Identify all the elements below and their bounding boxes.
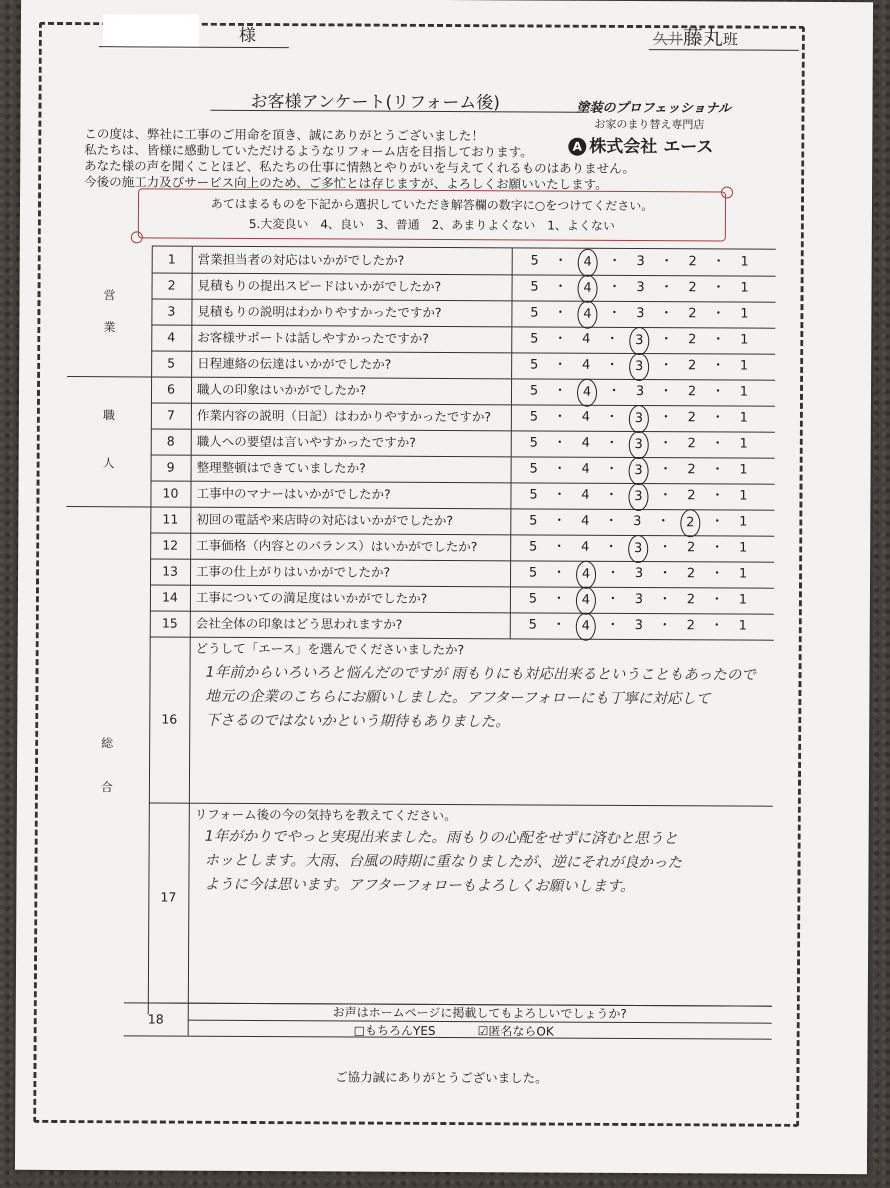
question-text: どうして「エース」を選んでくださいましたか? — [195, 640, 465, 658]
separator-dot: ・ — [554, 253, 568, 269]
question-number: 2 — [152, 272, 193, 298]
thank-you-text: ご協力誠にありがとうございました。 — [335, 1069, 548, 1086]
separator-dot: ・ — [711, 332, 725, 348]
separator-dot: ・ — [607, 279, 622, 295]
rating-scale — [519, 378, 759, 407]
rating-option-circled: 4 — [576, 587, 596, 615]
question-number: 12 — [150, 532, 191, 558]
question-number: 7 — [151, 402, 192, 428]
separator-dot: ・ — [608, 253, 622, 269]
separator-dot: ・ — [658, 618, 672, 634]
rating-option: 1 — [738, 566, 748, 582]
separator-dot: ・ — [553, 357, 567, 373]
option-anonymous: ☑匿名ならOK — [477, 1024, 554, 1039]
separator-dot: ・ — [659, 332, 673, 348]
separator-dot: ・ — [553, 331, 567, 347]
rating-option: 2 — [686, 592, 696, 608]
question-text: 工事価格（内容とのバランス）はいかがでしたか? — [196, 537, 478, 555]
rating-option: 4 — [581, 435, 590, 451]
separator-dot: ・ — [606, 591, 620, 607]
rating-scale — [518, 586, 758, 615]
question-text: 職人への要望は言いやすかったですか? — [196, 433, 416, 450]
rating-option: 5 — [528, 565, 538, 581]
question-number: 9 — [151, 454, 192, 480]
column-divider — [511, 326, 512, 352]
separator-dot: ・ — [711, 436, 725, 452]
handwritten-answer — [204, 825, 682, 899]
section-label-overall: 合 — [100, 780, 113, 795]
rating-option: 2 — [686, 618, 695, 634]
section-crafts — [66, 376, 152, 507]
column-divider — [511, 378, 512, 404]
separator-dot: ・ — [658, 566, 672, 582]
rating-option: 3 — [635, 384, 645, 400]
question-number: 18 — [124, 1003, 189, 1035]
rating-option: 2 — [686, 566, 696, 582]
separator-dot: ・ — [553, 435, 567, 451]
separator-dot: ・ — [605, 435, 619, 451]
column-divider — [511, 300, 512, 326]
rating-option: 1 — [740, 254, 749, 270]
question-number: 5 — [151, 350, 192, 376]
rating-option: 2 — [688, 254, 697, 270]
separator-dot: ・ — [605, 409, 619, 425]
separator-dot: ・ — [658, 592, 672, 608]
separator-dot: ・ — [711, 280, 726, 296]
separator-dot: ・ — [710, 566, 724, 582]
question-text: お声はホームページに掲載してもよろしいでしょうか? — [188, 1004, 772, 1024]
question-number: 17 — [148, 802, 190, 1002]
instruction-line: あてはまるものを下記から選択していただき解答欄の数字に○をつけてください。 — [210, 196, 654, 214]
separator-dot: ・ — [659, 358, 673, 374]
section-label-sales: 営 — [103, 288, 116, 303]
section-label-crafts: 職 — [102, 408, 115, 423]
honorific: 様 — [238, 25, 256, 47]
question-text: 工事の仕上がりはいかがでしたか? — [196, 563, 391, 580]
column-divider — [510, 612, 511, 638]
rating-scale — [519, 274, 759, 303]
column-divider — [511, 274, 512, 300]
rating-option: 1 — [739, 488, 748, 504]
rating-option: 3 — [636, 280, 645, 296]
company-name-text: 株式会社 エース — [589, 136, 714, 158]
rating-option: 3 — [633, 513, 642, 530]
rating-option-circled: 2 — [680, 509, 700, 537]
rating-option-circled: 4 — [578, 249, 598, 277]
answer-line: ように今は思います。アフターフォローもよろしくお願いします。 — [204, 876, 635, 896]
rating-option: 4 — [581, 461, 590, 477]
rating-option: 3 — [636, 254, 645, 270]
rating-option: 5 — [530, 253, 539, 269]
intro-line: 今後の施工力及びサービス向上のため、ご多忙とは存じますが、よろしくお願いいたします。 — [84, 174, 608, 192]
column-divider — [510, 482, 511, 508]
rating-option: 2 — [687, 358, 697, 374]
redacted-name — [103, 14, 199, 49]
rating-option: 1 — [740, 332, 749, 348]
separator-dot: ・ — [552, 513, 566, 529]
page-title: お客様アンケート(リフォーム後) — [250, 91, 500, 114]
separator-dot: ・ — [711, 410, 725, 426]
rating-option: 5 — [528, 591, 538, 607]
option-yes: □もちろんYES — [353, 1023, 436, 1038]
brand-subtitle: お家のまり替え専門店 — [594, 117, 705, 132]
rating-scale — [520, 248, 760, 277]
rating-option: 1 — [739, 514, 748, 530]
separator-dot: ・ — [660, 254, 674, 270]
rating-option: 4 — [581, 513, 590, 529]
question-number: 11 — [150, 506, 191, 532]
answer-line: 下さるのではないかという期待もありました。 — [205, 712, 510, 731]
rating-option-circled: 3 — [629, 457, 649, 485]
question-text: 日程連絡の伝達はいかがでしたか? — [197, 355, 392, 372]
rating-option: 2 — [687, 410, 697, 426]
rating-option-circled: 3 — [629, 353, 649, 381]
separator-dot: ・ — [604, 513, 618, 529]
separator-dot: ・ — [659, 462, 673, 478]
question-text: 見積もりの提出スピードはいかがでしたか? — [197, 277, 442, 294]
rating-option: 1 — [738, 592, 748, 608]
separator-dot: ・ — [659, 306, 673, 322]
question-text: 初回の電話や来店時の対応はいかがでしたか? — [196, 511, 454, 529]
separator-dot: ・ — [552, 487, 567, 503]
handwritten-answer — [205, 661, 756, 736]
question-text: リフォーム後の今の気持ちを教えてください。 — [194, 806, 457, 824]
section-overall — [64, 506, 152, 1014]
column-divider — [511, 352, 512, 378]
rating-option: 1 — [740, 280, 749, 296]
question-number: 15 — [150, 610, 191, 636]
column-divider — [510, 560, 511, 586]
rating-option-circled: 3 — [629, 431, 649, 459]
rating-option: 3 — [634, 591, 644, 608]
rating-option: 2 — [687, 436, 696, 452]
answer-line: 地元の企業のこちらにお願いしました。アフターフォローにも丁寧に対応して — [205, 688, 711, 708]
separator-dot: ・ — [711, 462, 725, 478]
survey-sheet — [15, 0, 873, 1174]
team-label — [653, 21, 738, 50]
rating-scale — [518, 560, 758, 589]
separator-dot: ・ — [605, 461, 619, 477]
separator-dot: ・ — [604, 487, 619, 503]
question-text: 職人の印象はいかがでしたか? — [196, 381, 367, 398]
separator-dot: ・ — [606, 617, 620, 633]
rating-option: 5 — [529, 513, 538, 529]
separator-dot: ・ — [658, 540, 672, 556]
rating-option: 1 — [739, 358, 749, 374]
rating-option: 2 — [687, 462, 696, 478]
rating-option: 2 — [688, 280, 697, 296]
intro-line: この度は、弊社に工事のご用命を頂き、誠にありがとうございました！ — [84, 126, 484, 144]
rating-option: 3 — [634, 565, 644, 582]
separator-dot: ・ — [553, 461, 567, 477]
rating-option: 5 — [530, 305, 539, 321]
rating-option-circled: 4 — [577, 379, 597, 407]
separator-dot: ・ — [553, 305, 567, 321]
column-divider — [511, 404, 512, 430]
rating-option: 2 — [687, 384, 697, 400]
team-suffix: 班 — [722, 30, 738, 49]
rating-option: 2 — [688, 332, 697, 348]
company-logo-icon: A — [568, 138, 586, 156]
answer-line: 1年がかりでやっと実現出来ました。雨もりの心配をせずに済むと思うと — [204, 828, 678, 848]
separator-dot: ・ — [658, 488, 672, 504]
separator-dot: ・ — [607, 305, 621, 321]
separator-dot: ・ — [553, 383, 567, 399]
team-name: 藤丸 — [682, 25, 723, 50]
separator-dot: ・ — [710, 618, 724, 634]
rating-scale — [518, 534, 758, 563]
separator-dot: ・ — [604, 539, 618, 555]
rating-scale — [519, 430, 759, 459]
rating-scale — [519, 326, 759, 355]
question-text: 整理整頓はできていましたか? — [196, 459, 366, 476]
separator-dot: ・ — [554, 279, 568, 295]
question-text: 作業内容の説明（日記）はわかりやすかったですか? — [196, 407, 492, 425]
column-divider — [511, 430, 512, 456]
question-text: お客様サポートは話しやすかったですか? — [197, 329, 429, 346]
question-number: 13 — [150, 558, 191, 584]
question-number: 16 — [149, 636, 191, 802]
rating-option: 4 — [581, 539, 590, 555]
question-number: 6 — [151, 376, 192, 402]
separator-dot: ・ — [710, 514, 724, 530]
separator-dot: ・ — [659, 436, 673, 452]
rating-option-circled: 3 — [629, 327, 649, 355]
rating-option: 5 — [529, 383, 539, 399]
rating-option: 4 — [582, 331, 591, 347]
separator-dot: ・ — [553, 409, 567, 425]
scroll-curl — [131, 231, 143, 243]
separator-dot: ・ — [605, 331, 619, 347]
separator-dot: ・ — [606, 565, 620, 581]
section-sales — [67, 246, 153, 377]
question-text: 営業担当者の対応はいかがでしたか? — [197, 251, 405, 268]
question-text: 会社全体の印象はどう思われますか? — [195, 615, 403, 632]
brand-tagline: 塗装のプロフェッショナル — [576, 100, 731, 117]
question-number: 14 — [150, 584, 191, 610]
column-divider — [510, 508, 511, 534]
section-label-crafts: 人 — [102, 456, 115, 471]
rating-option-circled: 3 — [628, 483, 648, 511]
rating-option: 4 — [581, 409, 591, 425]
intro-text — [84, 126, 724, 193]
question-number: 8 — [151, 428, 192, 454]
separator-dot: ・ — [711, 384, 725, 400]
separator-dot: ・ — [552, 591, 566, 607]
section-label-overall: 総 — [101, 736, 114, 751]
rating-option: 2 — [688, 306, 697, 322]
intro-line: 私たちは、皆様に感動していただけるようなリフォーム店を目指しております。 — [84, 142, 533, 160]
separator-dot: ・ — [710, 540, 724, 556]
rating-option: 1 — [739, 384, 749, 400]
rating-option: 1 — [738, 540, 748, 556]
rating-scale — [518, 482, 758, 511]
separator-dot: ・ — [710, 488, 724, 504]
question-text: 見積もりの説明はわかりやすかったですか? — [197, 303, 442, 320]
rating-option-circled: 4 — [577, 275, 597, 303]
team-prefix: 久井 — [652, 30, 683, 49]
rating-option-circled: 3 — [629, 405, 649, 433]
separator-dot: ・ — [711, 358, 725, 374]
rating-option: 1 — [740, 306, 749, 322]
rating-option: 5 — [529, 487, 538, 503]
answer-line: ホッとします。大雨、台風の時期に重なりましたが、逆にそれが良かった — [204, 852, 682, 872]
rating-scale — [518, 508, 758, 537]
rating-option: 1 — [738, 618, 747, 634]
question-18 — [124, 1002, 772, 1039]
rating-option: 4 — [581, 487, 590, 503]
separator-dot: ・ — [656, 514, 670, 530]
question-number: 4 — [151, 324, 192, 350]
rating-option-circled: 4 — [576, 561, 596, 589]
separator-dot: ・ — [552, 539, 566, 555]
rating-option: 4 — [581, 357, 591, 373]
question-number: 1 — [152, 246, 193, 272]
rating-legend: 5.大変良い 4、良い 3、普通 2、あまりよくない 1、よくない — [248, 216, 615, 233]
question-16 — [149, 636, 774, 806]
rating-option: 5 — [529, 461, 538, 477]
rating-option-circled: 4 — [576, 613, 596, 641]
rating-option: 5 — [529, 409, 539, 425]
rating-option: 2 — [687, 488, 696, 504]
rating-option: 3 — [636, 306, 645, 322]
separator-dot: ・ — [607, 383, 621, 399]
answer-line: 1年前からいろいろと悩んだのですが 雨もりにも対応出来るということもあったので — [205, 664, 756, 684]
rating-scale — [519, 404, 759, 433]
separator-dot: ・ — [712, 254, 726, 270]
section-label-sales: 業 — [103, 320, 116, 335]
rating-option: 1 — [739, 410, 749, 426]
rating-option: 5 — [529, 435, 538, 451]
separator-dot: ・ — [552, 617, 566, 633]
rating-option: 5 — [529, 357, 539, 373]
rating-option: 5 — [530, 331, 539, 347]
rating-option: 1 — [739, 462, 748, 478]
separator-dot: ・ — [710, 592, 724, 608]
question-17 — [148, 802, 773, 1006]
rating-option-circled: 3 — [628, 535, 648, 563]
instruction-scroll — [138, 188, 726, 241]
separator-dot: ・ — [711, 306, 725, 322]
rating-scale — [518, 612, 758, 641]
separator-dot: ・ — [659, 280, 674, 296]
question-number: 3 — [151, 298, 192, 324]
rating-option: 5 — [528, 617, 537, 633]
rating-option: 3 — [634, 617, 643, 634]
column-divider — [510, 586, 511, 612]
rating-option: 2 — [686, 540, 696, 556]
rating-scale — [519, 352, 759, 381]
intro-line: あなた様の声を聞くことほど、私たちの仕事に情熱とやりがいを与えてくれるものはありません。 — [84, 158, 635, 176]
separator-dot: ・ — [605, 357, 619, 373]
rating-option: 5 — [529, 539, 538, 555]
column-divider — [510, 534, 511, 560]
rating-option-circled: 4 — [577, 301, 597, 329]
rating-scale — [519, 300, 759, 329]
rating-option: 1 — [739, 436, 748, 452]
column-divider — [512, 248, 513, 274]
rating-scale — [519, 456, 759, 485]
scroll-curl — [721, 186, 733, 198]
column-divider — [511, 456, 512, 482]
question-text: 工事中のマナーはいかがでしたか? — [196, 485, 391, 502]
rating-option: 5 — [530, 279, 539, 295]
question-number: 10 — [150, 480, 191, 506]
separator-dot: ・ — [659, 410, 673, 426]
question-text: 工事についての満足度はいかがでしたか? — [195, 589, 428, 606]
separator-dot: ・ — [552, 565, 566, 581]
separator-dot: ・ — [659, 384, 673, 400]
